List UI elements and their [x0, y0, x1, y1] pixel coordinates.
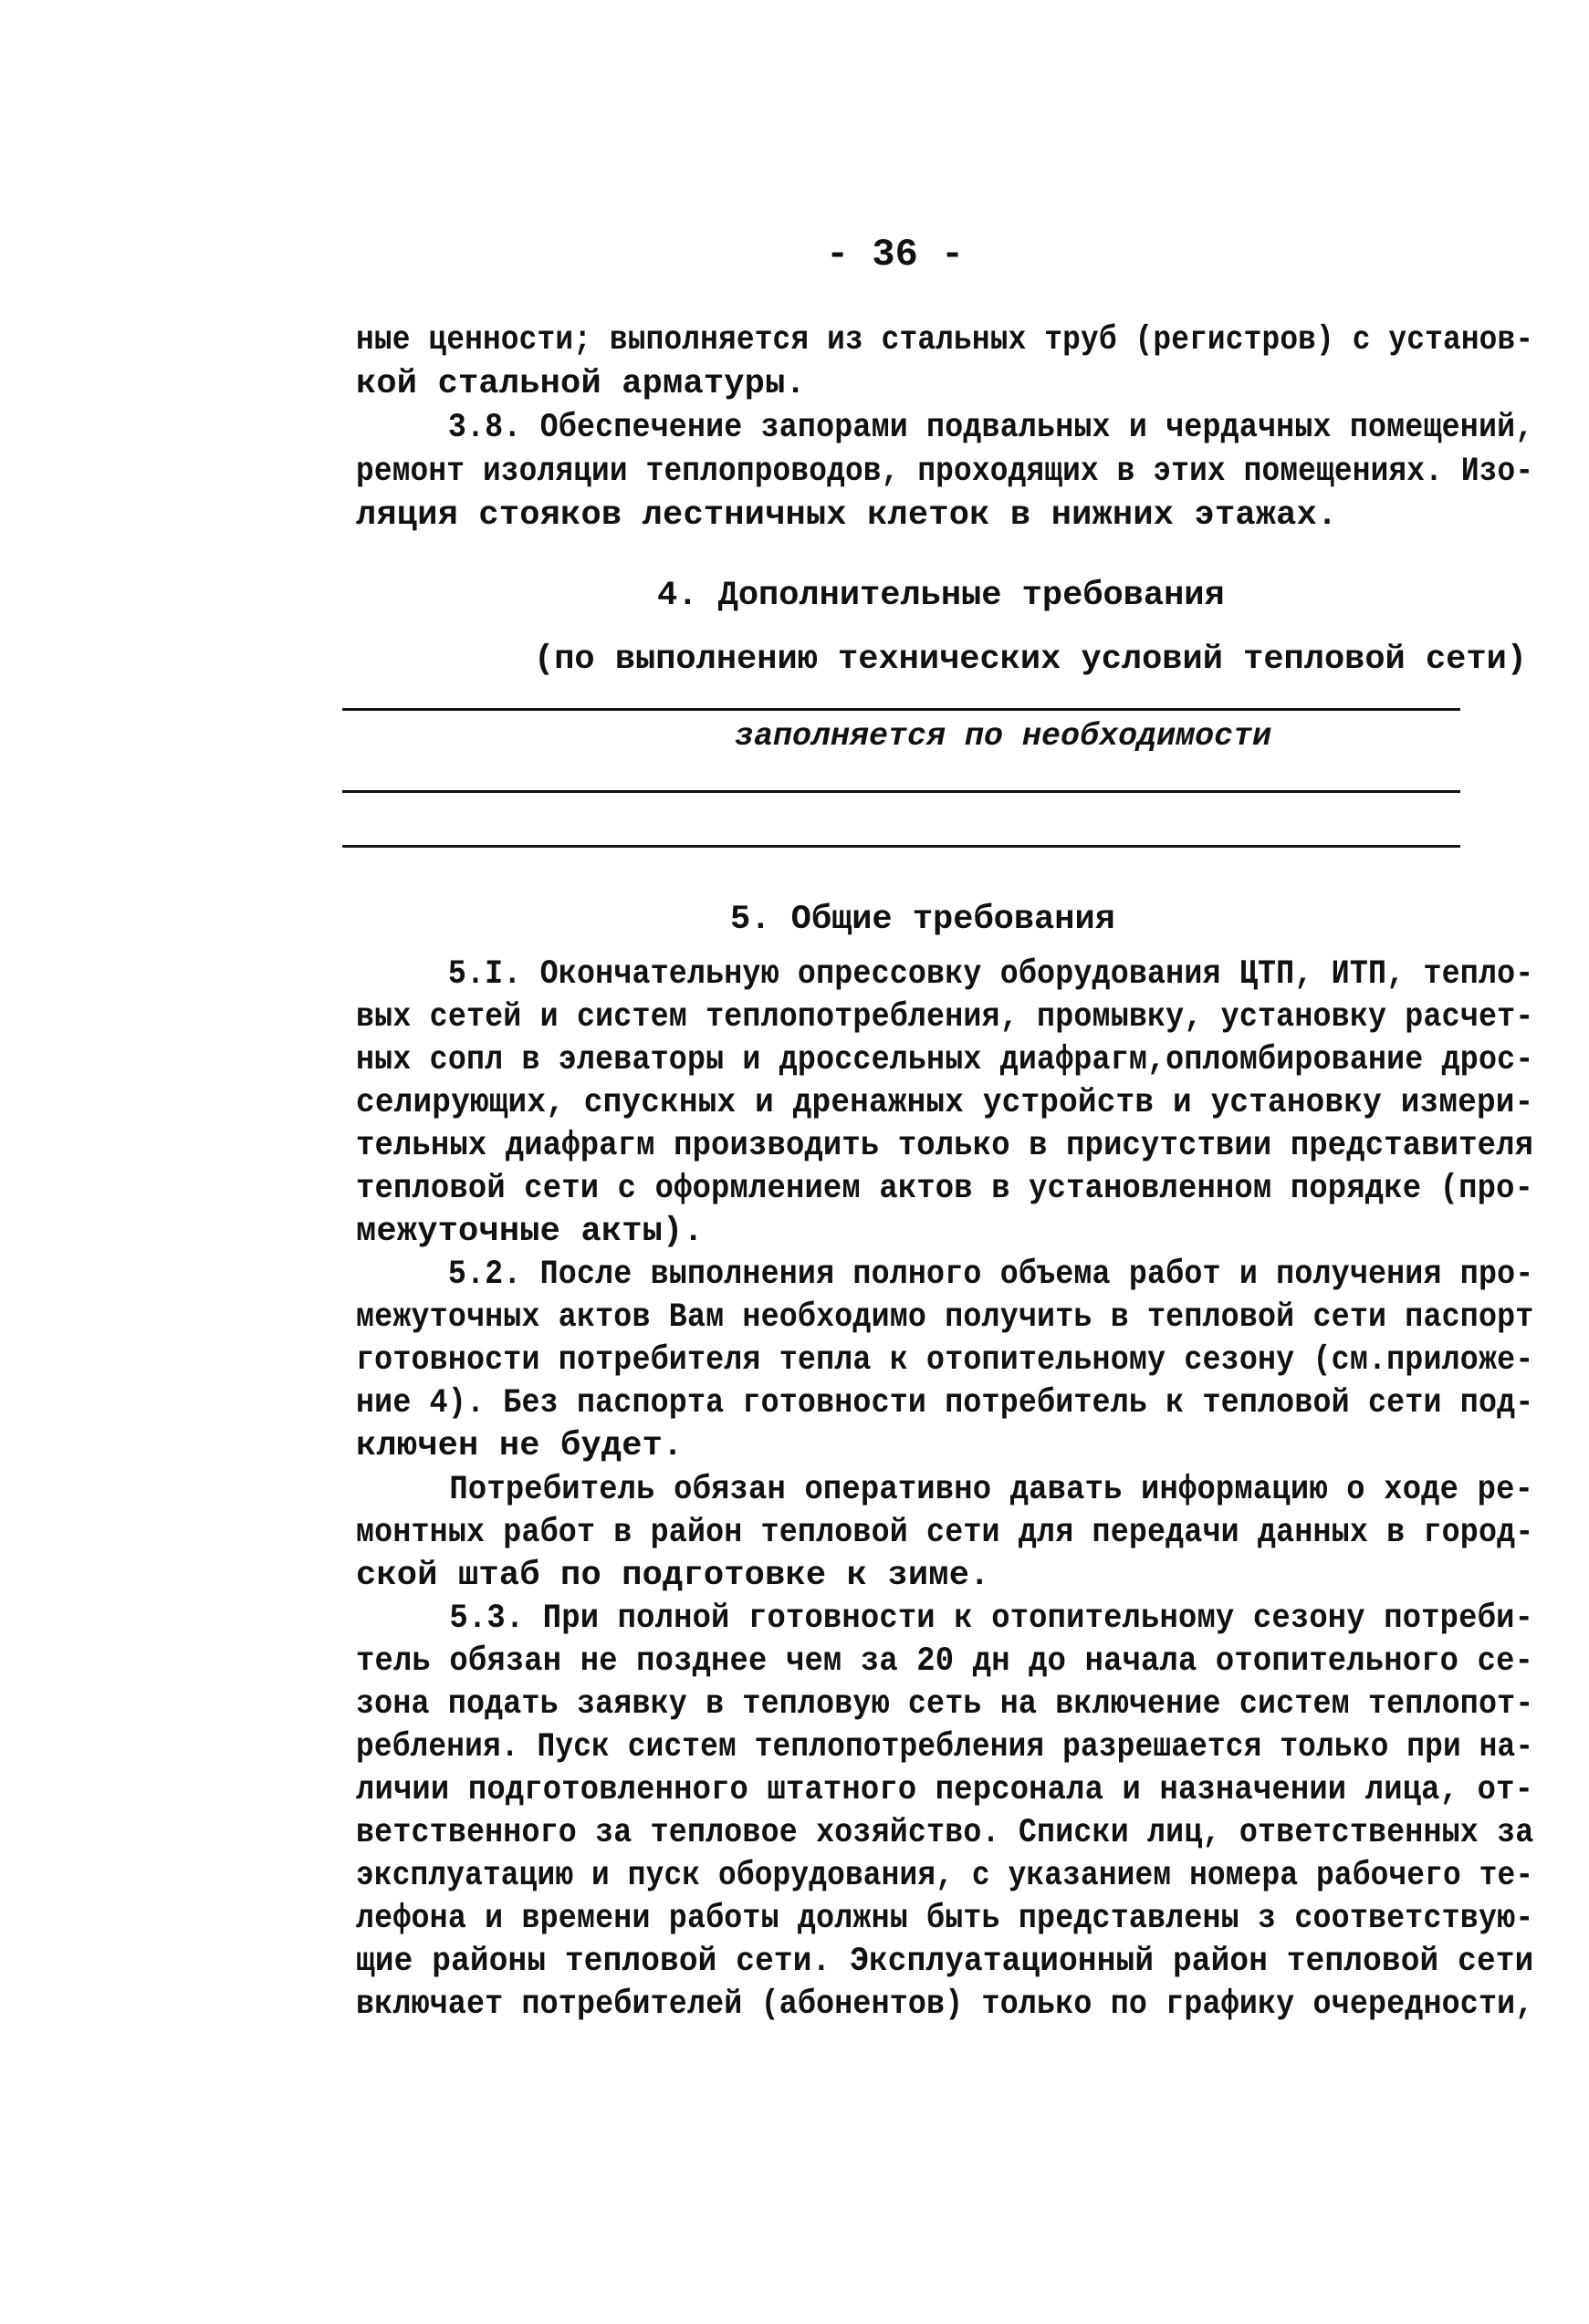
text-line: монтных работ в район тепловой сети для передачи данных в город-	[356, 1514, 1534, 1552]
text-line: ской штаб по подготовке к зиме.	[356, 1557, 990, 1595]
fill-line	[342, 845, 1460, 848]
fill-line	[342, 708, 1460, 711]
text-line: селирующих, спускных и дренажных устройств и установку измери-	[356, 1084, 1534, 1122]
text-line: 5.I. Окончательную опрессовку оборудования ЦТП, ИТП, тепло-	[356, 955, 1534, 994]
text-line: ных сопл в элеваторы и дроссельных диафрагм,опломбирование дрос-	[356, 1041, 1534, 1079]
page-number: - 36 -	[826, 233, 965, 276]
text-line: тепловой сети с оформлением актов в установленном порядке (про-	[356, 1170, 1534, 1208]
text-line: щие районы тепловой сети. Эксплуатационный район тепловой сети	[356, 1943, 1534, 1981]
fill-note: заполняется по необходимости	[735, 718, 1272, 755]
text-line: зона подать заявку в тепловую сеть на включение систем теплопот-	[356, 1685, 1534, 1724]
text-line: 5.3. При полной готовности к отопительному сезону потреби-	[356, 1600, 1534, 1638]
fill-line	[342, 790, 1460, 793]
text-line: вых сетей и систем теплопотребления, промывку, установку расчет-	[356, 998, 1534, 1037]
text-line: ветственного за тепловое хозяйство. Списки лиц, ответственных за	[356, 1814, 1534, 1852]
text-line: включает потребителей (абонентов) только по графику очередности,	[356, 1985, 1534, 2024]
section-5-title: 5. Общие требования	[730, 901, 1115, 939]
text-line: ребления. Пуск систем теплопотребления разрешается только при на-	[356, 1728, 1534, 1766]
text-line: кой стальной арматуры.	[356, 365, 806, 403]
text-line: межуточные акты).	[356, 1213, 704, 1251]
text-line: ние 4). Без паспорта готовности потребитель к тепловой сети под-	[356, 1384, 1534, 1423]
text-line: 3.8. Обеспечение запорами подвальных и чердачных помещений,	[356, 409, 1534, 447]
text-line: готовности потребителя тепла к отопительному сезону (см.приложе-	[356, 1341, 1534, 1380]
text-line: тельных диафрагм производить только в присутствии представителя	[356, 1127, 1534, 1165]
text-line: личии подготовленного штатного персонала и назначении лица, от-	[356, 1771, 1534, 1809]
text-line: ключен не будет.	[356, 1427, 684, 1465]
text-line: межуточных актов Вам необходимо получить в тепловой сети паспорт	[356, 1298, 1534, 1337]
section-4-title: 4. Дополнительные требования	[657, 577, 1225, 615]
text-line: Потребитель обязан оперативно давать информацию о ходе ре-	[356, 1471, 1534, 1509]
text-line: эксплуатацию и пуск оборудования, с указанием номера рабочего те-	[356, 1857, 1534, 1895]
text-line: ные ценности; выполняется из стальных труб (регистров) с установ-	[356, 321, 1534, 360]
text-line: тель обязан не позднее чем за 20 дн до начала отопительного се-	[356, 1642, 1534, 1681]
text-line: ремонт изоляции теплопроводов, проходящих в этих помещениях. Изо-	[356, 453, 1534, 491]
text-line: ляция стояков лестничных клеток в нижних этажах.	[356, 496, 1338, 535]
section-4-subtitle: (по выполнению технических условий тепловой сети)	[534, 641, 1527, 679]
text-line: лефона и времени работы должны быть представлены з соответствую-	[356, 1900, 1534, 1938]
text-line: 5.2. После выполнения полного объема работ и получения про-	[356, 1256, 1534, 1294]
